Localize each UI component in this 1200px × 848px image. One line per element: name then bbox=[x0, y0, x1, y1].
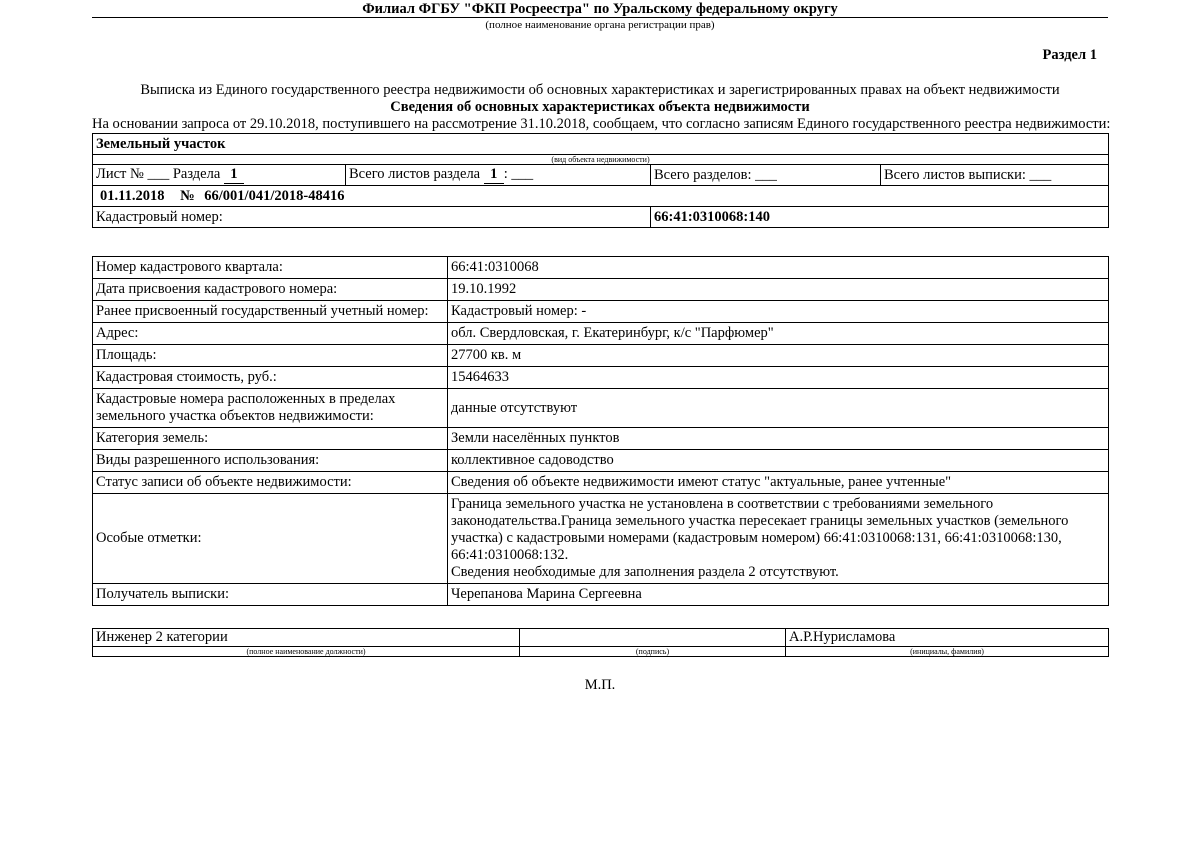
detail-value: коллективное садоводство bbox=[448, 450, 1109, 472]
sheets-in-section-label: Всего листов раздела bbox=[349, 166, 481, 182]
extract-subtitle: Сведения об основных характеристиках объекта недвижимости bbox=[390, 99, 810, 115]
extract-number: 66/001/041/2018-48416 bbox=[204, 187, 345, 204]
detail-row bbox=[93, 279, 1109, 301]
detail-label: Особые отметки: bbox=[93, 494, 448, 584]
cadastral-number-value: 66:41:0310068:140 bbox=[651, 207, 1109, 228]
detail-value: Кадастровый номер: - bbox=[448, 301, 1109, 323]
detail-label: Площадь: bbox=[93, 345, 448, 367]
total-sections-cell bbox=[651, 165, 881, 186]
detail-value: 27700 кв. м bbox=[448, 345, 1109, 367]
total-sections-label: Всего разделов: bbox=[654, 166, 752, 183]
detail-value: 15464633 bbox=[448, 367, 1109, 389]
detail-value: Сведения об объекте недвижимости имеют статус "актуальные, ранее учтенные" bbox=[448, 472, 1109, 494]
org-caption: (полное наименование органа регистрации прав) bbox=[485, 19, 715, 31]
signer-name: А.Р.Нурисламова bbox=[786, 629, 1109, 647]
object-kind-caption-row bbox=[93, 155, 1109, 165]
cadastral-number-row bbox=[93, 207, 1109, 228]
signature-field bbox=[520, 629, 786, 647]
signer-position: Инженер 2 категории bbox=[93, 629, 520, 647]
detail-label: Виды разрешенного использования: bbox=[93, 450, 448, 472]
detail-row bbox=[93, 301, 1109, 323]
date-number-cell bbox=[93, 186, 1109, 207]
sheets-in-section-value: 1 bbox=[484, 166, 504, 184]
detail-row bbox=[93, 584, 1109, 606]
name-caption: (инициалы, фамилия) bbox=[786, 647, 1109, 657]
sheet-label: Лист № bbox=[96, 166, 144, 182]
detail-label: Номер кадастрового квартала: bbox=[93, 257, 448, 279]
org-name: Филиал ФГБУ "ФКП Росреестра" по Уральскому федеральному округу bbox=[362, 1, 838, 17]
org-underline bbox=[92, 17, 1108, 18]
section-number-value: 1 bbox=[224, 166, 244, 184]
position-caption: (полное наименование должности) bbox=[93, 647, 520, 657]
signature-table bbox=[92, 628, 1109, 657]
detail-label: Дата присвоения кадастрового номера: bbox=[93, 279, 448, 301]
detail-row bbox=[93, 472, 1109, 494]
detail-value: Граница земельного участка не установлена в соответствии с требованиями земельного законодательства.Граница земельного участка пересекает границы земельных участков (земельного участка) с кадастровыми номерами (кадастровым номером) 66:41:0310068:131, 66:41:0310068:130, 66:41:0310068:132. Сведения необходимые для заполнения раздела 2 отсутствуют. bbox=[448, 494, 1109, 584]
detail-value: 19.10.1992 bbox=[448, 279, 1109, 301]
details-table bbox=[92, 256, 1109, 606]
number-sign: № bbox=[180, 187, 195, 204]
detail-label: Кадастровые номера расположенных в пределах земельного участка объектов недвижимости: bbox=[93, 389, 448, 428]
detail-row bbox=[93, 323, 1109, 345]
extract-date: 01.11.2018 bbox=[100, 187, 165, 204]
detail-value: Земли населённых пунктов bbox=[448, 428, 1109, 450]
detail-value: обл. Свердловская, г. Екатеринбург, к/с "Парфюмер" bbox=[448, 323, 1109, 345]
extract-title: Выписка из Единого государственного реестра недвижимости об основных характеристиках и зарегистрированных правах на объект недвижимости bbox=[140, 82, 1060, 98]
detail-row bbox=[93, 494, 1109, 584]
detail-label: Ранее присвоенный государственный учетный номер: bbox=[93, 301, 448, 323]
section-label: Раздел 1 bbox=[1042, 47, 1097, 63]
detail-value: данные отсутствуют bbox=[448, 389, 1109, 428]
object-kind: Земельный участок bbox=[93, 134, 1109, 155]
object-header-table bbox=[92, 133, 1109, 228]
signature-row bbox=[93, 629, 1109, 647]
signature-caption-row bbox=[93, 647, 1109, 657]
detail-row bbox=[93, 345, 1109, 367]
total-sections-value: ___ bbox=[755, 166, 777, 183]
detail-row bbox=[93, 428, 1109, 450]
detail-value: 66:41:0310068 bbox=[448, 257, 1109, 279]
total-sheets-cell bbox=[881, 165, 1109, 186]
basis-text: На основании запроса от 29.10.2018, поступившего на рассмотрение 31.10.2018, сообщаем, что согласно записям Единого государственного реестра недвижимости: bbox=[92, 116, 1111, 132]
detail-label: Кадастровая стоимость, руб.: bbox=[93, 367, 448, 389]
sheet-value: ___ bbox=[147, 166, 170, 182]
signature-caption: (подпись) bbox=[520, 647, 786, 657]
detail-row bbox=[93, 450, 1109, 472]
sheets-in-section-cell bbox=[346, 165, 651, 186]
section-number-label: Раздела bbox=[172, 166, 221, 182]
detail-row bbox=[93, 257, 1109, 279]
detail-row bbox=[93, 389, 1109, 428]
object-kind-row bbox=[93, 134, 1109, 155]
total-sheets-value: ___ bbox=[1029, 166, 1052, 183]
detail-label: Категория земель: bbox=[93, 428, 448, 450]
detail-label: Адрес: bbox=[93, 323, 448, 345]
detail-label: Статус записи об объекте недвижимости: bbox=[93, 472, 448, 494]
detail-label: Получатель выписки: bbox=[93, 584, 448, 606]
total-sheets-label: Всего листов выписки: bbox=[884, 166, 1026, 183]
sheet-number-cell bbox=[93, 165, 346, 186]
sheets-in-section-suffix: : ___ bbox=[503, 166, 534, 182]
object-kind-caption: (вид объекта недвижимости) bbox=[93, 155, 1109, 165]
cadastral-number-label: Кадастровый номер: bbox=[93, 207, 651, 228]
sheet-info-row bbox=[93, 165, 1109, 186]
detail-row bbox=[93, 367, 1109, 389]
seal-placeholder: М.П. bbox=[584, 677, 616, 693]
date-number-row bbox=[93, 186, 1109, 207]
detail-value: Черепанова Марина Сергеевна bbox=[448, 584, 1109, 606]
